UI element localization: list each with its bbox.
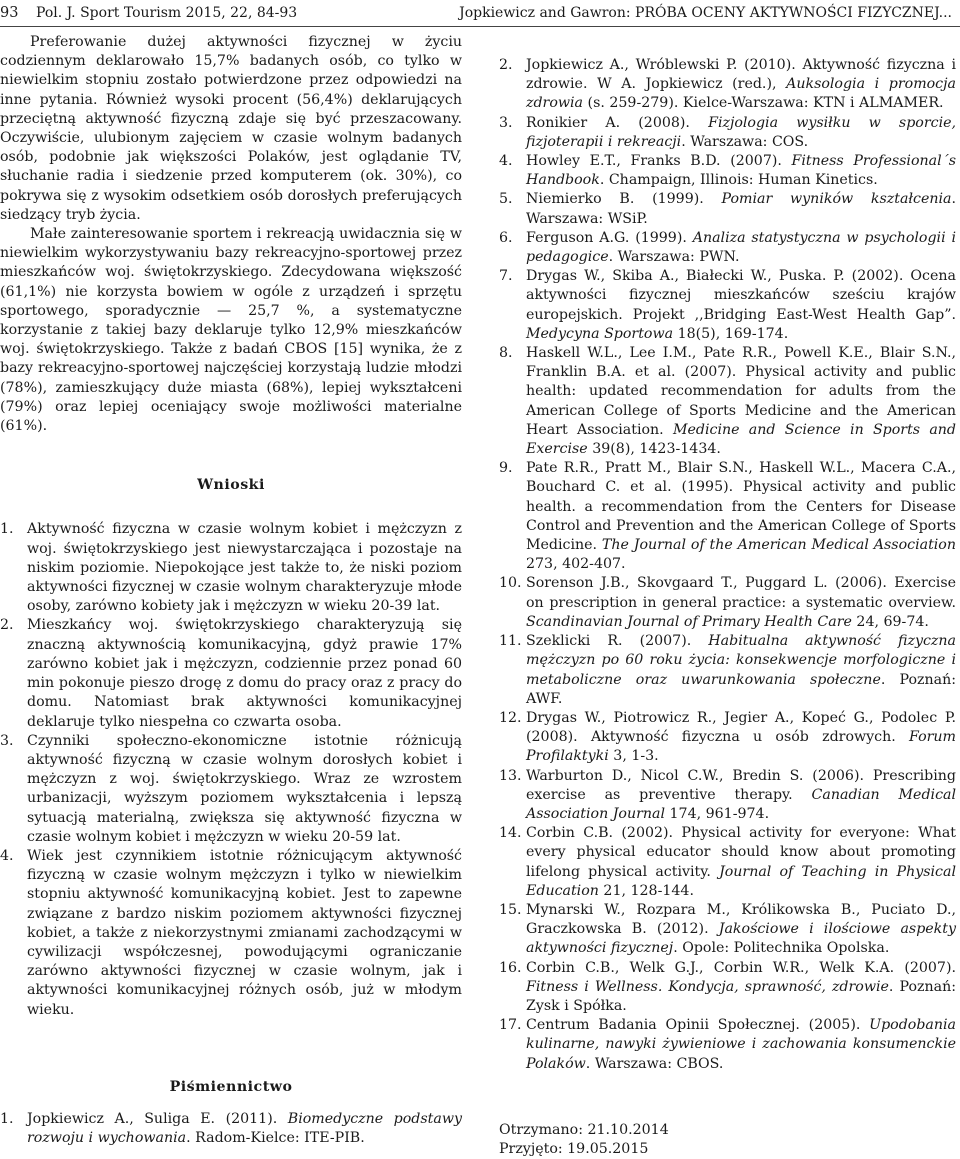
reference-text: Warburton D., Nicol C.W., Bredin S. (2006). Prescribing exercise as preventive therapy. xyxy=(526,767,956,803)
left-column xyxy=(0,28,462,1148)
reference-text: . Poznań: Zysk i Spółka. xyxy=(526,978,956,1014)
reference-item xyxy=(499,267,956,344)
reference-text: Corbin C.B., Welk G.J., Corbin W.R., Welk K.A. (2007). xyxy=(526,959,956,976)
conclusions-list xyxy=(0,520,462,1019)
reference-text: Jopkiewicz A., Wróblewski P. (2010). Aktywność fizyczna i zdrowie. W A. Jopkiewicz (red.), xyxy=(526,57,956,93)
reference-item xyxy=(0,1110,462,1148)
reference-title: Fitness Professional´s Handbook xyxy=(526,153,957,189)
reference-text: Centrum Badania Opinii Społecznej. (2005). xyxy=(526,1017,870,1034)
reference-number: 10. xyxy=(499,575,522,592)
reference-text: Mynarski W., Rozpara M., Królikowska B., Puciato D., Graczkowska B. (2012). xyxy=(526,901,956,938)
reference-publisher: . Radom-Kielce: ITE-PIB. xyxy=(186,1130,365,1147)
conclusion-item xyxy=(0,732,462,847)
reference-item xyxy=(499,574,956,632)
reference-text: (s. 259-279). Kielce-Warszawa: KTN i ALMAMER. xyxy=(583,95,944,112)
received-date: Otrzymano: 21.10.2014 xyxy=(499,1121,669,1138)
reference-item xyxy=(499,190,956,228)
reference-title: Canadian Medical Association Journal xyxy=(526,786,957,822)
body-paragraph-1: Preferowanie dużej aktywności fizycznej w życiu codziennym deklarowało 15,7% badanych osób, co tylko w niewielkim stopniu zostało potwierdzone przez odpowiedzi na inne pytania. Również wysoki procent (56,4%) deklarujących przeciętną aktywność fizyczną zdaje się być przeszacowany. Oczywiście, ulubionym zajęciem w czasie wolnym badanych osób, podobnie jak większości Polaków, jest oglądanie TV, słuchanie radia i siedzenie przed komputerem (ok. 30%), co pokrywa się z wysokim odsetkiem osób dorosłych preferujących siedzący tryb życia. xyxy=(0,34,462,223)
references-heading: Piśmiennictwo xyxy=(169,1078,293,1095)
journal-citation: Pol. J. Sport Tourism 2015, 22, 84-93 xyxy=(36,5,298,21)
reference-title: Medicine and Science in Sports and Exercise xyxy=(526,421,957,458)
reference-authors: Jopkiewicz A., Suliga E. (2011). xyxy=(27,1110,288,1127)
reference-number: 11. xyxy=(499,633,522,650)
reference-item xyxy=(499,344,956,459)
reference-text: Haskell W.L., Lee I.M., Pate R.R., Powell K.E., Blair S.N., Franklin B.A. et al. (2007). Physical activity and public health: updated recommendation for adults from the American College of Sports Medicine and the American Heart Association. xyxy=(526,345,956,438)
reference-item xyxy=(499,459,956,574)
accepted-date: Przyjęto: 19.05.2015 xyxy=(499,1140,649,1157)
body-paragraph-2: Małe zainteresowanie sportem i rekreacją uwidacznia się w niewielkim wykorzystywaniu bazy rekreacyjno-sportowej przez mieszkańców woj. świętokrzyskiego. Zdecydowana większość (61,1%) nie korzysta bowiem w ogóle z urządzeń i sprzętu sportowego, sporadycznie — 25,7 %, a systematyczne korzystanie z takiej bazy deklaruje tylko 12,9% mieszkańców woj. świętokrzyskiego. Także z badań CBOS [15] wynika, że z bazy rekreacyjno-sportowej najczęściej korzystają ludzie młodzi (78%), zamieszkujący duże miasta (68%), lepiej wykształceni (79%) oraz lepiej oceniający swoje możliwości materialne (61%). xyxy=(0,226,462,435)
conclusion-text: Aktywność fizyczna w czasie wolnym kobiet i mężczyzn z woj. świętokrzyskiego jest niewystarczająca i pozostaje na niskim poziomie. Niepokojące jest także to, że niski poziom aktywności fizycznej w czasie wolnym charakteryzuje młode osoby, zarówno kobiety jak i mężczyzn w wieku 20-39 lat. xyxy=(27,521,462,615)
reference-number: 12. xyxy=(499,709,522,726)
reference-number: 6. xyxy=(499,229,513,246)
header-rule xyxy=(0,26,960,27)
reference-text: . Warszawa: PWN. xyxy=(608,249,740,266)
conclusion-number: 3. xyxy=(0,732,14,749)
reference-title: Medycyna Sportowa xyxy=(526,325,674,342)
reference-text: Pate R.R., Pratt M., Blair S.N., Haskell W.L., Macera C.A., Bouchard C. et al. (1995). Physical activity and public health. a recommendation from the Centers for Disease Control and Prevention and the American College of Sports Medicine. xyxy=(526,460,956,554)
conclusion-number: 1. xyxy=(0,521,14,538)
reference-title: Habitualna aktywność fizyczna mężczyzn po 60 roku życia: konsekwencje morfologiczne i metaboliczne oraz uwarunkowania społeczne xyxy=(526,633,956,688)
reference-item xyxy=(499,824,956,901)
reference-text: 24, 69-74. xyxy=(851,613,929,630)
reference-title: Jakościowe i ilościowe aspekty aktywności fizycznej xyxy=(526,921,956,957)
reference-text: Niemierko B. (1999). xyxy=(526,191,722,208)
reference-text: Ferguson A.G. (1999). xyxy=(526,229,693,246)
reference-number: 15. xyxy=(499,901,522,918)
references-list-left xyxy=(0,1110,462,1148)
conclusion-text: Wiek jest czynnikiem istotnie różnicującym aktywność fizyczną w czasie wolnym mężczyzn i tylko w niewielkim stopniu aktywność komunikacyjną kobiet. Jest to zapewne związane z bardzo niskim poziomem aktywności fizycznej kobiet, a także z niekorzystnymi zmianami zachodzącymi w cywilizacji współczesnej, powodującymi ograniczanie zarówno aktywności fizycznej w czasie wolnym, jak i aktywności komunikacyjnej różnych osób, już w młodym wieku. xyxy=(27,847,462,1018)
reference-item xyxy=(499,632,956,709)
reference-text: . Warszawa: WSiP. xyxy=(526,191,956,227)
conclusion-item xyxy=(0,616,462,731)
reference-item xyxy=(499,56,956,114)
reference-title: Forum Profilaktyki xyxy=(526,729,956,765)
conclusion-number: 2. xyxy=(0,617,14,634)
reference-item xyxy=(499,1016,956,1074)
reference-number: 3. xyxy=(499,114,513,131)
conclusions-heading: Wnioski xyxy=(197,477,265,494)
reference-title: Scandinavian Journal of Primary Health Care xyxy=(526,613,852,630)
reference-title: Fitness i Wellness. Kondycja, sprawność, zdrowie xyxy=(526,978,889,995)
references-list-right xyxy=(499,56,956,1074)
reference-text: . Warszawa: CBOS. xyxy=(585,1055,724,1072)
reference-number: 8. xyxy=(499,345,513,362)
reference-number: 7. xyxy=(499,268,513,285)
reference-item xyxy=(499,152,956,190)
reference-text: Drygas W., Piotrowicz R., Jegier A., Kopeć G., Podolec P. (2008). Aktywność fizyczna u osób zdrowych. xyxy=(526,709,956,746)
reference-number: 14. xyxy=(499,825,522,842)
reference-number: 9. xyxy=(499,460,513,477)
reference-title: Analiza statystyczna w psychologii i pedagogice xyxy=(526,229,957,266)
reference-text: . Champaign, Illinois: Human Kinetics. xyxy=(599,172,878,189)
reference-item xyxy=(499,229,956,267)
reference-title: Journal of Teaching in Physical Education xyxy=(526,863,956,899)
reference-title: Auksologia i promocja zdrowia xyxy=(526,76,956,112)
reference-text: 21, 128-144. xyxy=(598,882,694,899)
reference-text: Howley E.T., Franks B.D. (2007). xyxy=(526,153,792,170)
running-header xyxy=(0,0,960,26)
reference-text: Sorenson J.B., Skovgaard T., Puggard L. (2006). Exercise on prescription in general practice: a systematic overview. xyxy=(526,575,956,611)
conclusion-text: Czynniki społeczno-ekonomiczne istotnie różnicują aktywność fizyczną w czasie wolnym dorosłych kobiet i mężczyzn z woj. świętokrzyskiego. Wraz ze wzrostem urbanizacji, wyższym poziomem wykształcenia i lepszą sytuacją materialną, zwiększa się aktywność fizyczna w czasie wolnym kobiet i mężczyzn w wieku 20-59 lat. xyxy=(27,732,462,845)
right-column xyxy=(499,56,956,1159)
reference-title: Pomiar wyników kształcenia xyxy=(721,191,952,208)
page-number: 93 xyxy=(0,5,19,21)
reference-text: Corbin C.B. (2002). Physical activity for everyone: What every physical educator should know about promoting lifelong physical activity. xyxy=(526,825,956,880)
reference-title: The Journal of the American Medical Association xyxy=(601,537,956,554)
reference-number: 5. xyxy=(499,191,513,208)
reference-text: Drygas W., Skiba A., Białecki W., Puska. P. (2002). Ocena aktywności fizycznej mieszkańców sześciu krajów europejskich. Projekt ,,Bridging East-West Health Gap”. xyxy=(526,268,956,323)
reference-number: 1. xyxy=(0,1110,14,1127)
reference-number: 17. xyxy=(499,1017,522,1034)
reference-item xyxy=(499,901,956,959)
reference-text: Ronikier A. (2008). xyxy=(526,114,709,131)
reference-number: 4. xyxy=(499,153,513,170)
reference-item xyxy=(499,709,956,767)
reference-text: 273, 402-407. xyxy=(526,556,626,573)
conclusion-item xyxy=(0,520,462,616)
reference-item xyxy=(499,959,956,1017)
article-dates xyxy=(499,1121,956,1159)
reference-text: . Opole: Politechnika Opolska. xyxy=(673,940,890,957)
conclusion-item xyxy=(0,847,462,1020)
reference-text: Szeklicki R. (2007). xyxy=(526,633,709,650)
reference-title: Biomedyczne podstawy rozwoju i wychowania xyxy=(27,1110,462,1147)
reference-number: 16. xyxy=(499,959,522,976)
reference-text: . Poznań: AWF. xyxy=(526,671,956,707)
reference-text: 39(8), 1423-1434. xyxy=(587,441,721,458)
reference-text: . Warszawa: COS. xyxy=(681,133,809,150)
reference-number: 2. xyxy=(499,57,513,73)
conclusion-number: 4. xyxy=(0,847,14,864)
running-head-title: Jopkiewicz and Gawron: PRÓBA OCENY AKTYWNOŚCI FIZYCZNEJ... xyxy=(459,5,952,21)
reference-item xyxy=(499,767,956,825)
reference-number: 13. xyxy=(499,767,522,784)
reference-title: Fizjologia wysiłku w sporcie, fizjoterapii i rekreacji xyxy=(526,114,957,150)
reference-item xyxy=(499,114,956,152)
reference-text: 174, 961-974. xyxy=(665,805,770,822)
reference-text: 3, 1-3. xyxy=(608,748,659,765)
conclusion-text: Mieszkańcy woj. świętokrzyskiego charakteryzują się znaczną aktywnością komunikacyjną, gdyż prawie 17% zarówno kobiet jak i mężczyzn, codziennie przez ponad 60 min pokonuje pieszo drogę z domu do pracy oraz z pracy do domu. Natomiast brak aktywności komunikacyjnej deklaruje tylko niespełna co czwarta osoba. xyxy=(27,617,462,730)
reference-title: Upodobania kulinarne, nawyki żywieniowe i zachowania konsumenckie Polaków xyxy=(526,1017,956,1072)
reference-text: 18(5), 169-174. xyxy=(673,325,789,342)
